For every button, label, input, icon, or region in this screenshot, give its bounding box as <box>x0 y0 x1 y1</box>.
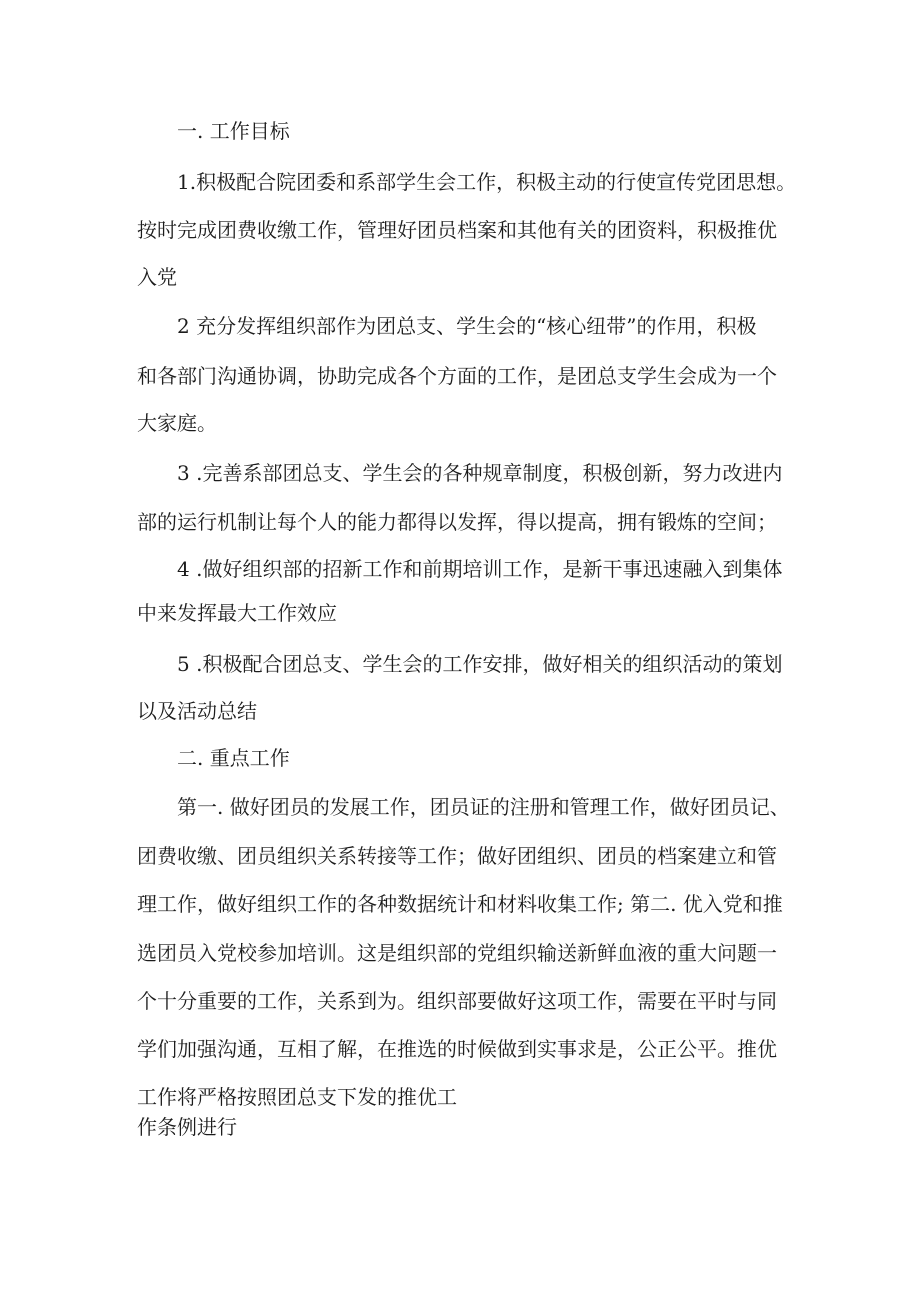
section-heading-key-work: 二. 重点工作 <box>177 746 290 770</box>
paragraph-line: 中来发挥最大工作效应 <box>137 601 337 625</box>
paragraph-line: 4 .做好组织部的招新工作和前期培训工作，是新干事迅速融入到集体 <box>177 557 783 581</box>
paragraph-line: 3 .完善系部团总支、学生会的各种规章制度，积极创新，努力改进内 <box>177 461 783 485</box>
paragraph-line: 和各部门沟通协调，协助完成各个方面的工作，是团总支学生会成为一个 <box>137 364 777 388</box>
paragraph-line: 团费收缴、团员组织关系转接等工作；做好团组织、团员的档案建立和管 <box>137 844 777 868</box>
paragraph-line: 选团员入党校参加培训。这是组织部的党组织输送新鲜血液的重大问题一 <box>137 941 777 965</box>
paragraph-line: 第一. 做好团员的发展工作，团员证的注册和管理工作，做好团员记、 <box>177 795 790 819</box>
paragraph-line: 大家庭。 <box>137 411 217 435</box>
paragraph-line: 入党 <box>137 265 177 289</box>
paragraph-line: 工作将严格按照团总支下发的推优工 <box>137 1085 457 1109</box>
paragraph-line: 2 充分发挥组织部作为团总支、学生会的“核心纽带”的作用，积极 <box>177 314 757 338</box>
paragraph-line: 按时完成团费收缴工作，管理好团员档案和其他有关的团资料，积极推优 <box>137 218 777 242</box>
paragraph-line: 理工作，做好组织工作的各种数据统计和材料收集工作; 第二. 优入党和推 <box>137 892 783 916</box>
section-heading-work-goals: 一. 工作目标 <box>177 119 290 143</box>
paragraph-line: 以及活动总结 <box>137 699 257 723</box>
paragraph-line: 作条例进行 <box>137 1115 237 1139</box>
paragraph-line: 个十分重要的工作，关系到为。组织部要做好这项工作，需要在平时与同 <box>137 989 777 1013</box>
paragraph-line: 学们加强沟通，互相了解，在推选的时候做到实事求是，公正公平。推优 <box>137 1037 777 1061</box>
paragraph-line: 部的运行机制让每个人的能力都得以发挥，得以提高，拥有锻炼的空间； <box>137 510 777 534</box>
paragraph-line: 1.积极配合院团委和系部学生会工作，积极主动的行使宣传党团思想。 <box>177 170 797 194</box>
paragraph-line: 5 .积极配合团总支、学生会的工作安排，做好相关的组织活动的策划 <box>177 652 783 676</box>
